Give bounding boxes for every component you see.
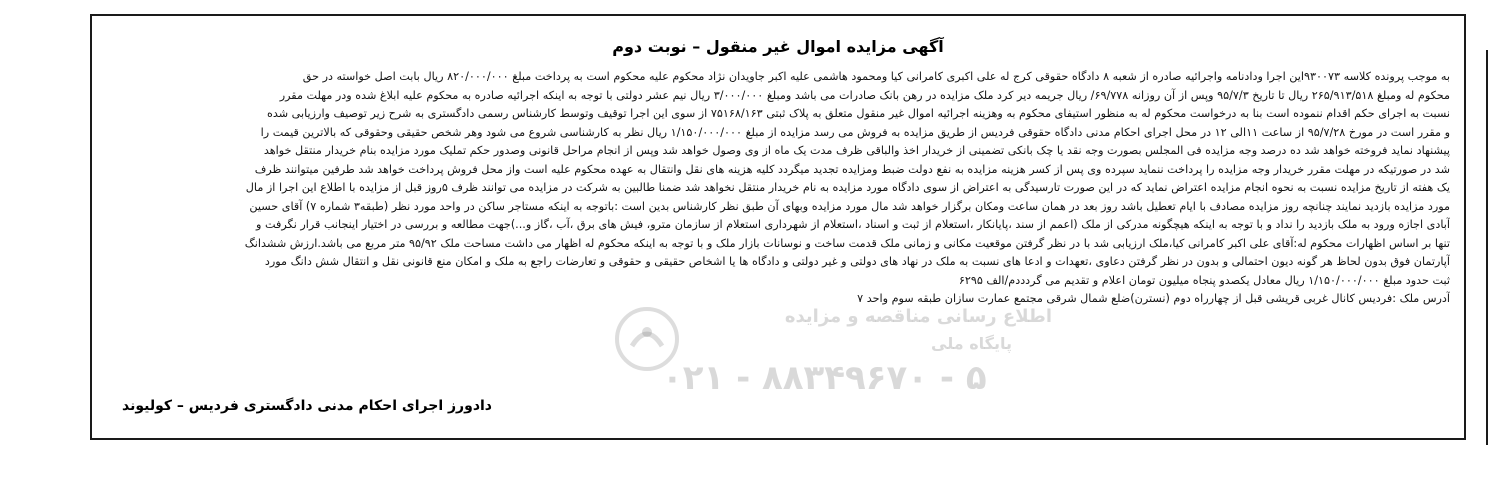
notice-body (106, 68, 1450, 309)
watermark-subtitle: پایگاه ملی (931, 334, 1012, 353)
logo-emblem-icon (612, 304, 682, 374)
notice-line: یک هفته از تاریخ مزایده نسبت به نحوه انجام مزایده اعتراض نماید که در این صورت تارسیدگی به اعتراض از سوی دادگاه مورد مزایده به نام خریدار منتقل نخواهد شد ضمنا طالبین به شرکت در مزایده می توانند ظرف ۵روز قبل از مزایده با اطلاع این اجرا از مال (245, 181, 1450, 194)
page-edge-rule (1486, 50, 1488, 445)
notice-frame (90, 14, 1466, 440)
notice-line: مورد مزایده بازدید نمایند چنانچه روز مزایده مصادف با ایام تعطیل باشد روز بعد در همان ساعت ومکان برگزار خواهد شد مال مورد مزایده وبهای آن طبق نظر کارشناس بدین است :باتوجه به اینکه مستاجر ساکن در واحد مورد نظر (طبقه۳ شماره ۷) آقای حسین (249, 199, 1450, 213)
notice-line: آدرس ملک :فردیس کانال غربی قریشی قبل از چهارراه دوم (نسترن)ضلع شمال شرقی مجتمع عمارت سازان طبقه سوم واحد ۷ (857, 292, 1450, 305)
notice-title: آگهی مزایده اموال غیر منقول – نوبت دوم (612, 37, 944, 56)
notice-line: آبادی اجازه ورود به ملک بازدید را نداد و با توجه به اینکه هیچگونه مدرکی از ملک (اعمم از سند ،پایانکار ،استعلام از ثبت و اسناد ،استعلام از شهرداری استعلام از سازمان مترو، فیش های برق ،آب ،گاز و...)جهت مطالعه و بررسی در اختیار اینجانب قرار نگرفت و (256, 218, 1450, 231)
notice-line: به موجب پرونده کلاسه ۹۳۰۰۷۳این اجرا ودادنامه واجرائیه صادره از شعبه ۸ دادگاه حقوقی کرج له علی اکبری کامرانی کیا ومحمود هاشمی علیه اکبر جاویدان نژاد محکوم علیه محکوم است به پرداخت مبلغ ۸۲۰/۰۰۰/۰۰۰ ریال بابت اصل خواسته در حق (302, 70, 1450, 83)
notice-line: نسبت به اجرای حکم اقدام ننموده است بنا به درخواست محکوم له به منظور استیفای محکوم به وهزینه اجرائیه اموال غیر منقول متعلق به پلاک ثبتی ۷۵۱۶۸/۱۶۳ از سوی این اجرا توقیف وتوسط کارشناس رسمی دادگستری به شرح زیر توصیف وارزیابی شده (267, 107, 1450, 120)
watermark-title: اطلاع رسانی مناقصه و مزایده (784, 306, 1052, 327)
notice-line: آپارتمان فوق بدون لحاظ هر گونه دیون احتمالی و بدون در نظر گرفتن دعاوی ،تعهدات و ادعا های نسبت به ملک در نهاد های دولتی و غیر دولتی و دادگاه ها یا اشخاص حقیقی و حقوقی و تعارضات راجع به ملک و امکان منع قانونی نقل و انتقال شش دانگ مورد (264, 255, 1450, 268)
notice-signature: دادورز اجرای احکام مدنی دادگستری فردیس – کولیوند (122, 398, 492, 414)
watermark-phone: ۰۲۱ - ۸۸۳۴۹۶۷۰ - ۵ (662, 358, 987, 398)
notice-line: پیشنهاد نماید فروخته خواهد شد ده درصد وجه مزایده فی المجلس بصورت وجه نقد یا چک بانکی تضمینی از خریدار اخذ والباقی ظرف مدت یک ماه از وی وصول خواهد شد وپس از انجام مراحل قانونی وصدور حکم تملیک مورد مزایده بنام خریدار منتقل خواهد (263, 144, 1450, 157)
notice-line: و مقرر است در مورخ ۹۵/۷/۲۸ از ساعت ۱۱الی ۱۲ در محل اجرای احکام مدنی دادگاه حقوقی فردیس از طریق مزایده به فروش می رسد مزایده از مبلغ ۱/۱۵۰/۰۰۰/۰۰۰ ریال نظر به کارشناسی شروع می شود وهر شخص حقیقی وحقوقی که بالاترین قیمت را (260, 125, 1450, 139)
notice-line: ثبت حدود مبلغ ۱/۱۵۰/۰۰۰/۰۰۰ ریال معادل یکصدو پنجاه میلیون تومان اعلام و تقدیم می گردددم/الف ۶۲۹۵ (958, 273, 1450, 287)
notice-line: تنها بر اساس اظهارات محکوم له:آقای علی اکبر کامرانی کیا،ملک ارزیابی شد با در نظر گرفتن موقعیت مکانی و زمانی ملک قدمت ساخت و نوسانات بازار ملک و با توجه به اینکه محکوم له اظهار می داشت مساحت ملک ۹۵/۹۲ متر مربع می باشد.ارزش ششدانگ (244, 236, 1450, 250)
notice-line: محکوم له ومبلغ ۲۶۵/۹۱۳/۵۱۸ ریال تا تاریخ ۹۵/۷/۳ وپس از آن روزانه ۶۹/۷۷۸/ ریال جریمه دیر کرد ملک مزایده در رهن بانک صادرات می باشد ومبلغ ۳/۰۰۰/۰۰۰ ریال نیم عشر دولتی با توجه به اینکه اجرائیه صادره به محکوم علیه ابلاغ شده ودر مهلت مقرر (279, 88, 1450, 102)
notice-line: شد در صورتیکه در مهلت مقرر خریدار وجه مزایده را پرداخت ننماید سپرده وی پس از کسر هزینه مزایده به نفع دولت ضبط ومزایده تجدید میگردد کلیه هزینه های نقل وانتقال به عهده محکوم علیه است واز محل فروش پرداخت خواهد شد طرفین میتوانند ظرف (254, 162, 1450, 176)
watermark (612, 296, 1052, 436)
